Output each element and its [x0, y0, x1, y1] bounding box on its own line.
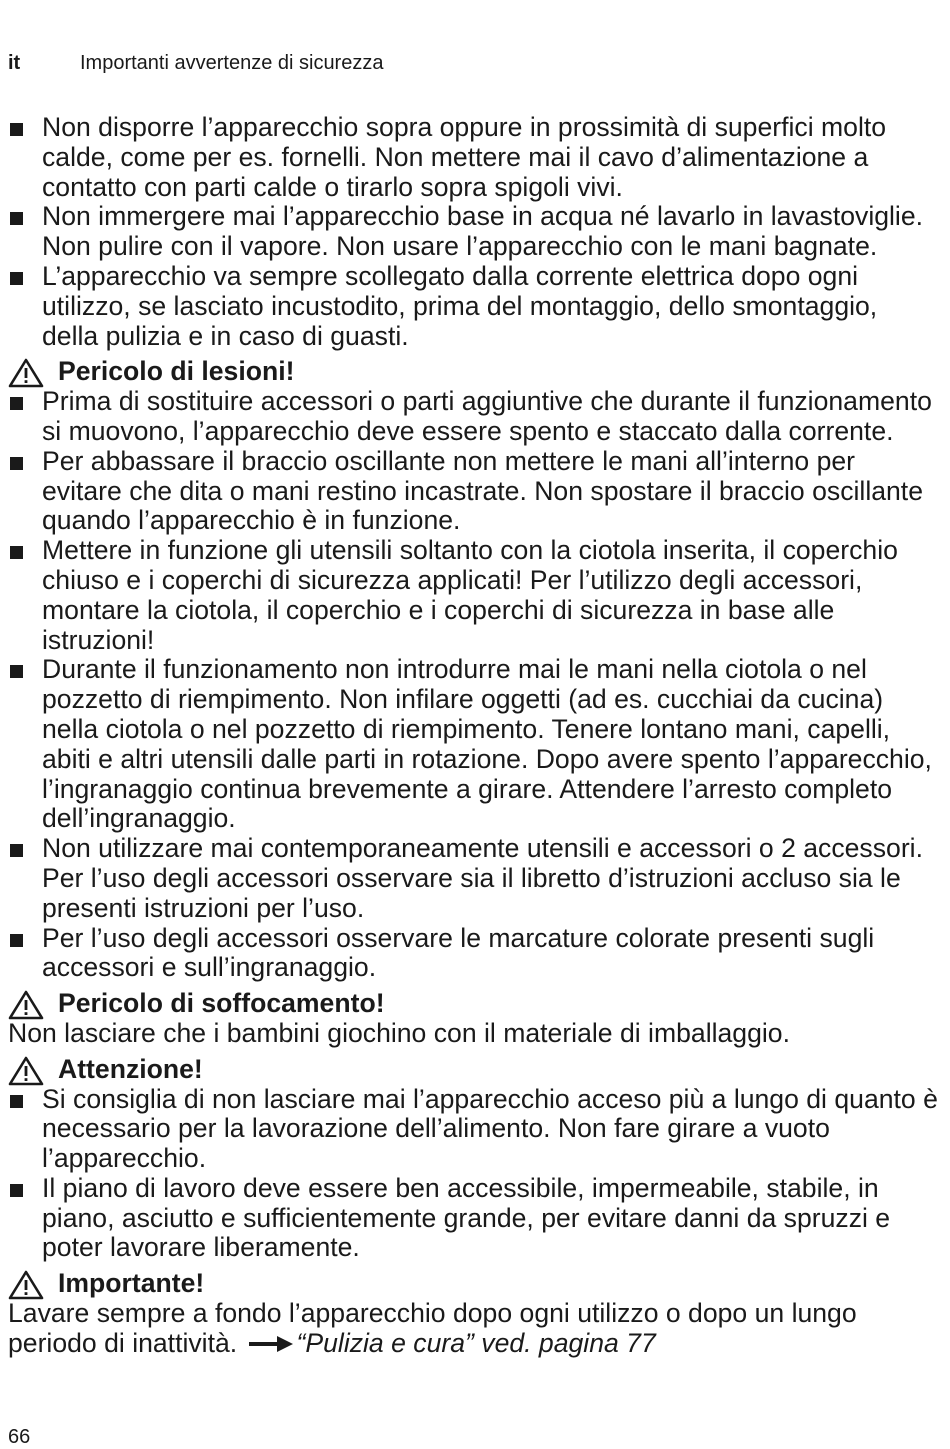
bullet-text: Non disporre l’apparecchio sopra oppure in prossimità di superfici molto calde, come per es. fornelli. Non mettere mai il cavo d’alimentazione a contatto con parti calde o tirarlo sopra spigoli vivi.: [42, 112, 887, 202]
warning-triangle-icon: [8, 358, 44, 388]
paragraph: [8, 1299, 938, 1359]
warning-heading-suffocation: [8, 989, 938, 1019]
list-item: [8, 834, 938, 923]
bullet-square-icon: [10, 546, 23, 559]
bullet-square-icon: [10, 844, 23, 857]
bullet-text: Prima di sostituire accessori o parti aggiuntive che durante il funzionamento si muovono, l’apparecchio deve essere spento e staccato dalla corrente.: [42, 386, 932, 446]
list-item: [8, 262, 938, 351]
list-item: [8, 113, 938, 202]
bullet-text: Si consiglia di non lasciare mai l’apparecchio acceso più a lungo di quanto è necessario per la lavorazione dell’alimento. Non fare girare a vuoto l’apparecchio.: [42, 1083, 938, 1174]
warning-triangle-icon: [8, 990, 44, 1020]
warning-heading-injury: [8, 357, 938, 387]
bullet-text: Non utilizzare mai contemporaneamente utensili e accessori o 2 accessori. Per l’uso degli accessori osservare sia il libretto d’istruzioni accluso sia le presenti istruzioni per l’uso.: [42, 833, 923, 923]
bullet-square-icon: [10, 123, 23, 136]
heading-text: Attenzione!: [58, 1053, 203, 1084]
bullet-square-icon: [10, 1095, 23, 1108]
paragraph: Non lasciare che i bambini giochino con il materiale di imballaggio.: [8, 1017, 790, 1048]
bullet-text: L’apparecchio va sempre scollegato dalla corrente elettrica dopo ogni utilizzo, se lasciato incustodito, prima del montaggio, dello smontaggio, della pulizia e in caso di guasti.: [42, 260, 878, 351]
bullet-text: Durante il funzionamento non introdurre mai le mani nella ciotola o nel pozzetto di riempimento. Non infilare oggetti (ad es. cucchiai da cucina) nella ciotola o nel pozzetto di riempimento. Tenere lontano mani, capelli, abiti e altri utensili dalle parti in rotazione. Dopo avere spento l’apparecchio, l’ingranaggio continua brevemente a girare. Attendere l’arresto completo dell’ingranaggio.: [42, 654, 932, 834]
bullet-square-icon: [10, 934, 23, 947]
heading-text: Pericolo di soffocamento!: [58, 988, 385, 1019]
bullet-text: Per abbassare il braccio oscillante non mettere le mani all’interno per evitare che dita o mani restino incastrate. Non spostare il braccio oscillante quando l’apparecchio è in funzione.: [42, 445, 923, 536]
list-item: [8, 1085, 938, 1174]
paragraph-text: Lavare sempre a fondo l’apparecchio dopo ogni utilizzo o dopo un lungo periodo di inattività.: [8, 1298, 857, 1358]
section-title: Importanti avvertenze di sicurezza: [80, 52, 384, 74]
bullet-square-icon: [10, 272, 23, 285]
list-item: [8, 1174, 938, 1263]
list-item: [8, 447, 938, 536]
bullet-square-icon: [10, 1184, 23, 1197]
warning-triangle-icon: [8, 1056, 44, 1086]
heading-text: Pericolo di lesioni!: [58, 356, 295, 387]
arrow-right-icon: [249, 1334, 293, 1354]
cross-reference-link[interactable]: “Pulizia e cura” ved. pagina 77: [296, 1327, 656, 1358]
document-body: [8, 113, 938, 1359]
bullet-square-icon: [10, 212, 23, 225]
bullet-square-icon: [10, 457, 23, 470]
warning-heading-important: [8, 1269, 938, 1299]
warning-triangle-icon: [8, 1270, 44, 1300]
list-item: [8, 924, 938, 984]
list-item: [8, 202, 938, 262]
warning-heading-attention: [8, 1055, 938, 1085]
language-code: it: [8, 52, 21, 74]
list-item: [8, 536, 938, 655]
bullet-square-icon: [10, 397, 23, 410]
page-number: 66: [8, 1426, 31, 1448]
list-item: [8, 387, 938, 447]
bullet-text: Non immergere mai l’apparecchio base in acqua né lavarlo in lavastoviglie. Non pulire con il vapore. Non usare l’apparecchio con le mani bagnate.: [42, 201, 924, 262]
bullet-text: Mettere in funzione gli utensili soltanto con la ciotola inserita, il coperchio chiuso e i coperchi di sicurezza applicati! Per l’utilizzo degli accessori, montare la ciotola, il coperchio e i coperchi di sicurezza in base alle istruzioni!: [42, 535, 898, 655]
list-item: [8, 655, 938, 834]
bullet-text: Il piano di lavoro deve essere ben accessibile, impermeabile, stabile, in piano, asciutto e sufficientemente grande, per evitare danni da spruzzi e poter lavorare liberamente.: [42, 1172, 891, 1263]
bullet-text: Per l’uso degli accessori osservare le marcature colorate presenti sugli accessori e sull’ingranaggio.: [42, 922, 875, 983]
heading-text: Importante!: [58, 1268, 205, 1299]
bullet-square-icon: [10, 665, 23, 678]
